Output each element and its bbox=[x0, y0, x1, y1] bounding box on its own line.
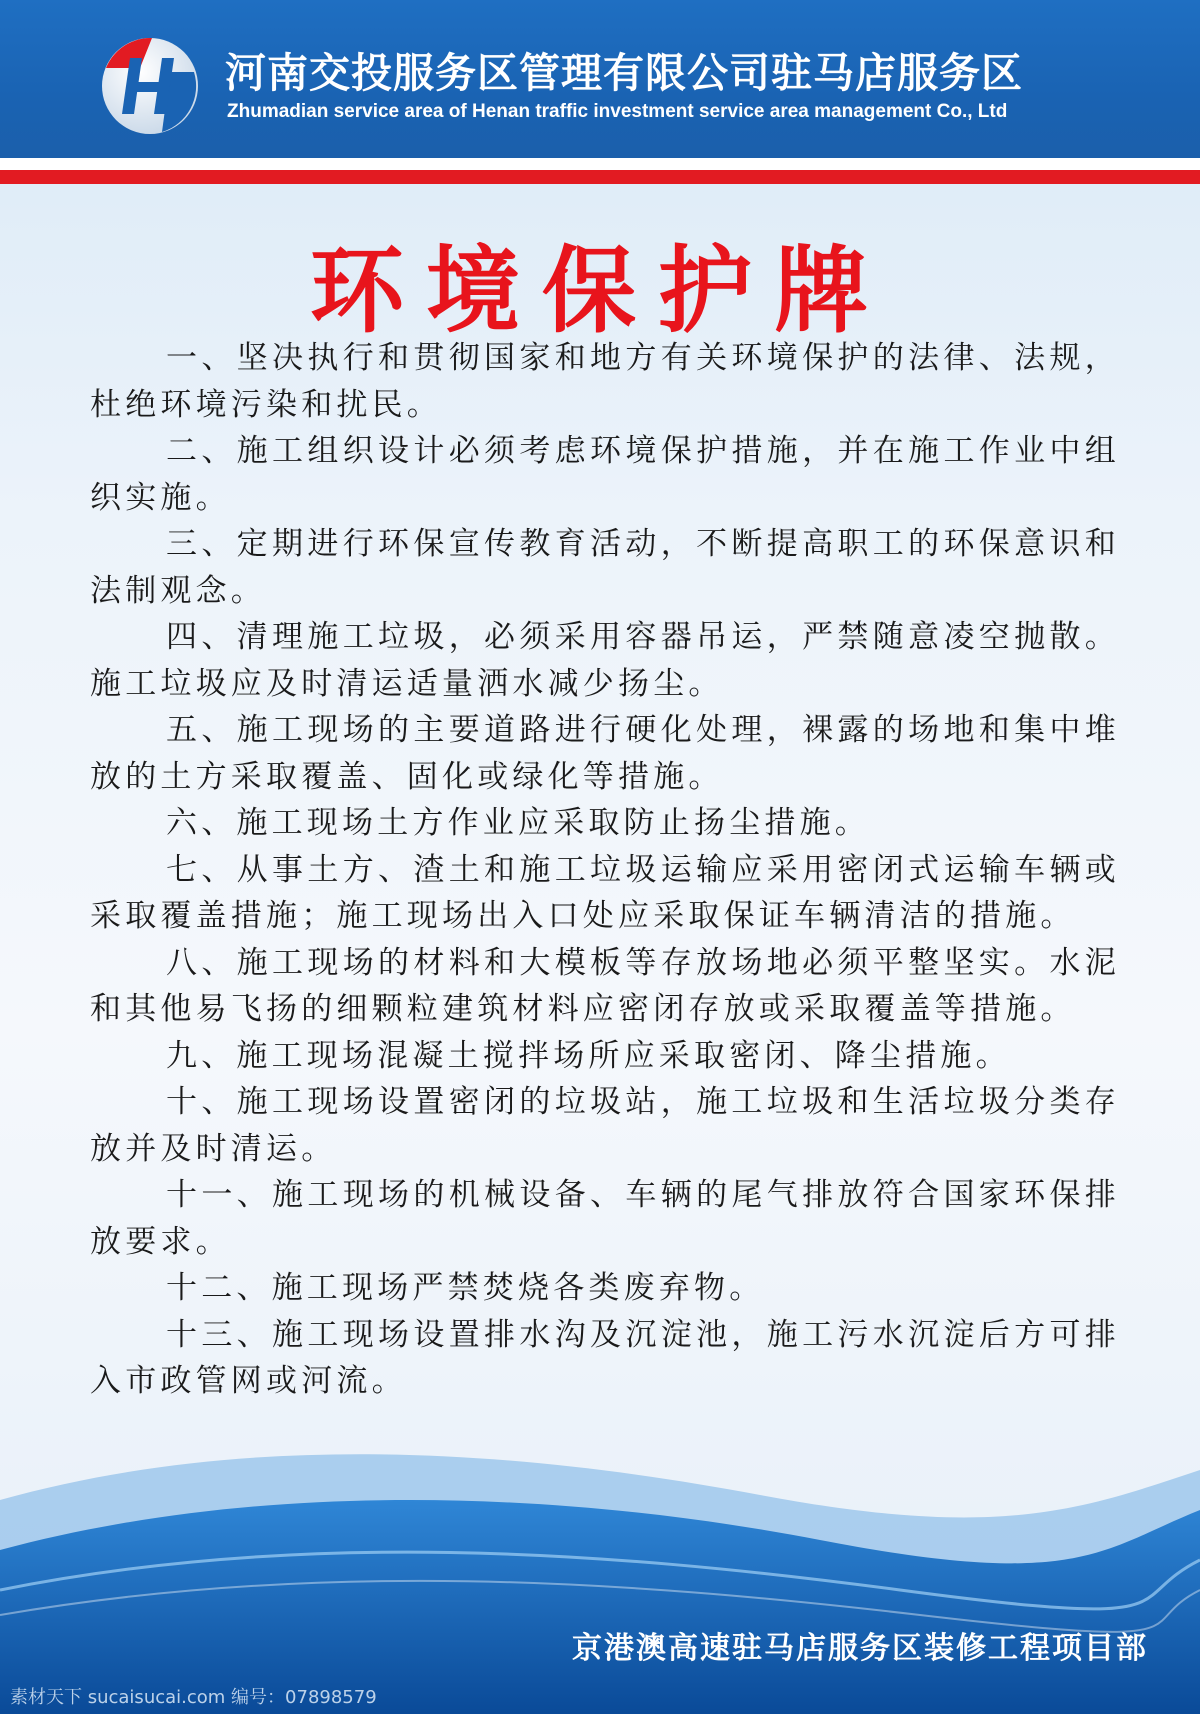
company-name-en: Zhumadian service area of Henan traffic investment service area management Co., Ltd bbox=[227, 101, 1008, 122]
header-divider-red bbox=[0, 170, 1200, 184]
list-item: 七、从事土方、渣土和施工垃圾运输应采用密闭式运输车辆或采取覆盖措施；施工现场出入口处应采取保证车辆清洁的措施。 bbox=[90, 851, 1120, 934]
list-item: 九、施工现场混凝土搅拌场所应采取密闭、降尘措施。 bbox=[166, 1037, 1011, 1074]
company-name-cn: 河南交投服务区管理有限公司驻马店服务区 bbox=[225, 49, 1023, 97]
list-item: 八、施工现场的材料和大模板等存放场地必须平整坚实。水泥和其他易飞扬的细颗粒建筑材料应密闭存放或采取覆盖等措施。 bbox=[90, 944, 1120, 1027]
list-item: 十一、施工现场的机械设备、车辆的尾气排放符合国家环保排放要求。 bbox=[90, 1177, 1120, 1260]
list-item: 十二、施工现场严禁焚烧各类废弃物。 bbox=[166, 1270, 765, 1306]
list-item: 三、定期进行环保宣传教育活动，不断提高职工的环保意识和法制观念。 bbox=[90, 526, 1120, 609]
list-item: 四、清理施工垃圾，必须采用容器吊运，严禁随意凌空抛散。施工垃圾应及时清运适量洒水减少扬尘。 bbox=[90, 619, 1120, 702]
list-item: 二、施工组织设计必须考虑环境保护措施，并在施工作业中组织实施。 bbox=[90, 433, 1120, 516]
list-item: 十、施工现场设置密闭的垃圾站，施工垃圾和生活垃圾分类存放并及时清运。 bbox=[90, 1084, 1120, 1167]
list-item: 五、施工现场的主要道路进行硬化处理，裸露的场地和集中堆放的土方采取覆盖、固化或绿化等措施。 bbox=[90, 712, 1120, 795]
list-item: 十三、施工现场设置排水沟及沉淀池，施工污水沉淀后方可排入市政管网或河流。 bbox=[90, 1316, 1120, 1399]
list-item: 六、施工现场土方作业应采取防止扬尘措施。 bbox=[166, 805, 870, 841]
project-department: 京港澳高速驻马店服务区装修工程项目部 bbox=[572, 1631, 1148, 1666]
header-divider-white bbox=[0, 158, 1200, 170]
regulations-list bbox=[90, 335, 1120, 1405]
list-item: 一、坚决执行和贯彻国家和地方有关环境保护的法律、法规，杜绝环境污染和扰民。 bbox=[90, 340, 1120, 423]
page-title: 环境保护牌 bbox=[309, 237, 890, 346]
watermark: 素材天下 sucaisucai.com 编号：07898579 bbox=[10, 1687, 377, 1708]
footer-wave bbox=[0, 1440, 1200, 1714]
h-letter-logo-icon bbox=[100, 36, 200, 136]
